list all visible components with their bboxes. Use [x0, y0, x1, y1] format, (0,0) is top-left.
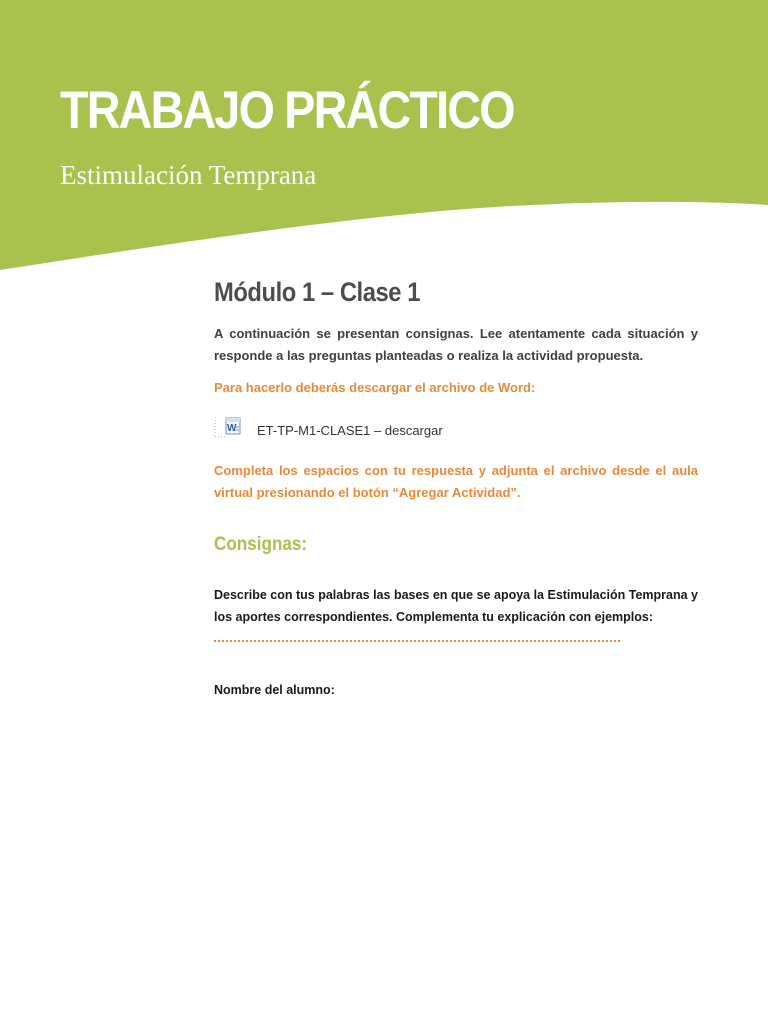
download-note: Para hacerlo deberás descargar el archivo de Word:: [214, 380, 536, 395]
document-body: [214, 270, 698, 697]
student-name-label: Nombre del alumno:: [214, 683, 335, 697]
intro-paragraph: A continuación se presentan consignas. Lee atentamente cada situación y responde a las preguntas planteadas o realiza la actividad propuesta.: [214, 326, 698, 363]
file-download-link[interactable]: [214, 415, 698, 443]
answer-dotted-line[interactable]: [214, 640, 620, 642]
instructions-paragraph: Completa los espacios con tu respuesta y adjunta el archivo desde el aula virtual presionando el botón “Agregar Actividad”.: [214, 463, 698, 500]
document-subtitle: Estimulación Temprana: [60, 160, 317, 190]
document-title: TRABAJO PRÁCTICO: [60, 81, 514, 140]
svg-text:W: W: [227, 423, 237, 434]
file-label[interactable]: ET-TP-M1-CLASE1 – descargar: [257, 423, 443, 438]
module-title: Módulo 1 – Clase 1: [214, 277, 420, 307]
consignas-heading: Consignas:: [214, 534, 308, 555]
question-text: Describe con tus palabras las bases en que se apoya la Estimulación Temprana y los aportes correspondientes. Complementa tu explicación con ejemplos:: [214, 588, 698, 624]
word-document-icon: [214, 415, 244, 439]
